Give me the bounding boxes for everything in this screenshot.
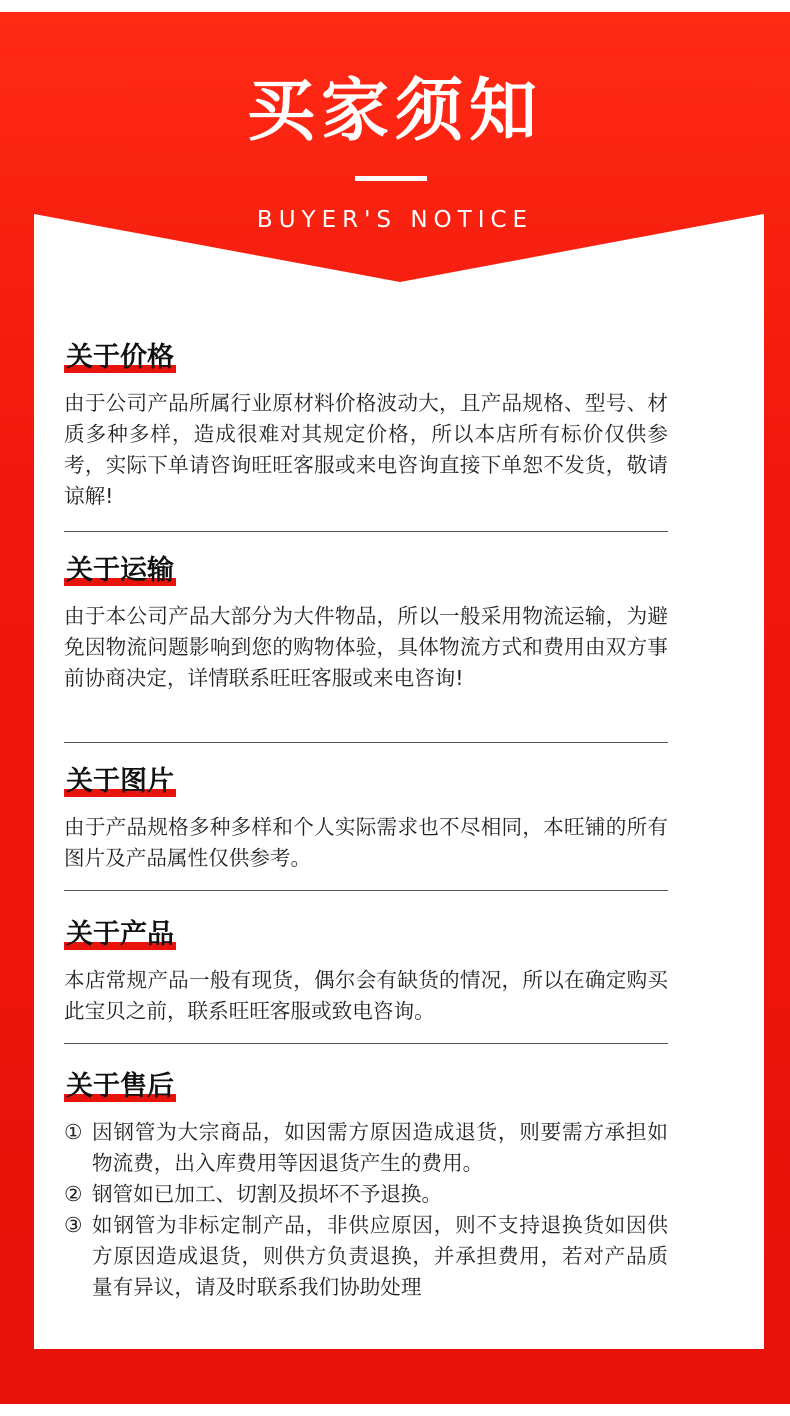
list-item [64, 1210, 668, 1303]
item-number: ① [64, 1120, 83, 1144]
section-divider [64, 742, 668, 743]
title-underline [355, 176, 427, 181]
section-divider [64, 890, 668, 891]
item-text: 钢管如已加工、切割及损坏不予退换。 [92, 1182, 443, 1206]
section-title: 关于图片 [66, 766, 174, 797]
section-price [64, 340, 668, 512]
item-number: ③ [64, 1213, 83, 1237]
section-body: 本店常规产品一般有现货，偶尔会有缺货的情况，所以在确定购买此宝贝之前，联系旺旺客服或致电咨询。 [64, 968, 668, 1023]
item-text: 如钢管为非标定制产品，非供应原因，则不支持退换货如因供方原因造成退货，则供方负责退换，并承担费用，若对产品质量有异议，请及时联系我们协助处理 [92, 1213, 668, 1299]
section-title: 关于售后 [66, 1071, 174, 1102]
list-item [64, 1117, 668, 1179]
section-body: 由于公司产品所属行业原材料价格波动大，且产品规格、型号、材质多种多样，造成很难对其规定价格，所以本店所有标价仅供参考，实际下单请咨询旺旺客服或来电咨询直接下单恕不发货，敬请谅解! [64, 391, 668, 508]
page-subtitle: BUYER'S NOTICE [256, 207, 534, 233]
page-title: 买家须知 [246, 72, 543, 151]
item-text: 因钢管为大宗商品，如因需方原因造成退货，则要需方承担如物流费，出入库费用等因退货产生的费用。 [92, 1120, 668, 1175]
section-after-sales [64, 1069, 668, 1303]
section-title: 关于价格 [66, 342, 174, 373]
section-divider [64, 531, 668, 532]
after-sales-list [64, 1117, 668, 1303]
list-item [64, 1179, 668, 1210]
section-products [64, 917, 668, 1027]
item-number: ② [64, 1182, 83, 1206]
section-title: 关于运输 [66, 555, 174, 586]
section-pictures [64, 764, 668, 874]
section-title: 关于产品 [66, 919, 174, 950]
section-body: 由于产品规格多种多样和个人实际需求也不尽相同，本旺铺的所有图片及产品属性仅供参考。 [64, 815, 668, 870]
section-shipping [64, 553, 668, 694]
section-body: 由于本公司产品大部分为大件物品，所以一般采用物流运输，为避免因物流问题影响到您的购物体验，具体物流方式和费用由双方事前协商决定，详情联系旺旺客服或来电咨询! [64, 604, 668, 690]
section-divider [64, 1043, 668, 1044]
